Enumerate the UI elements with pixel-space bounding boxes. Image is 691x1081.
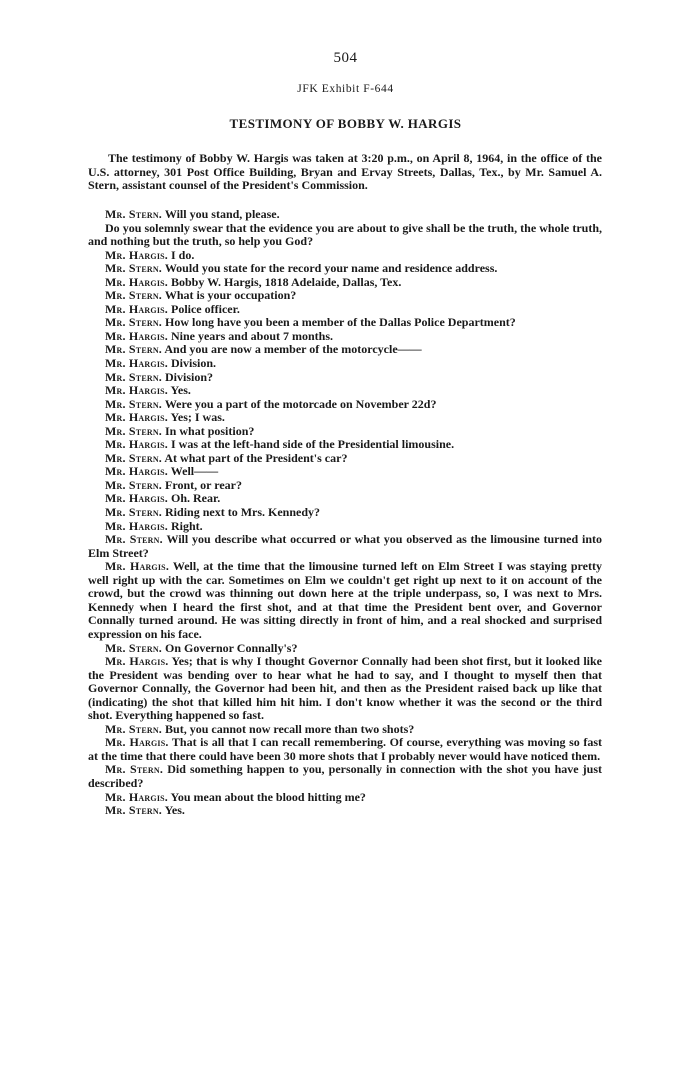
speech-text: Nine years and about 7 months.: [170, 328, 334, 343]
dialogue-turn: [88, 479, 602, 493]
speaker-name: Mr. Hargis.: [105, 437, 168, 452]
speech-text: Will you stand, please.: [164, 207, 280, 221]
dialogue-turn: [88, 452, 602, 466]
speaker-name: Mr. Stern.: [105, 315, 163, 330]
speech-text: Do you solemnly swear that the evidence you are about to give shall be the truth, the whole truth, and nothing but the truth, so help you God?: [88, 220, 602, 249]
dialogue-turn: [88, 655, 602, 723]
speaker-name: Mr. Hargis.: [105, 383, 168, 398]
speech-text: I was at the left-hand side of the Presidential limousine.: [170, 437, 455, 452]
speaker-name: Mr. Stern.: [105, 423, 163, 438]
speaker-name: Mr. Hargis.: [105, 356, 168, 371]
speaker-name: Mr. Stern.: [105, 721, 163, 736]
dialogue-turn: [88, 330, 602, 344]
dialogue-turn: [88, 492, 602, 506]
speech-text: But, you cannot now recall more than two shots?: [165, 721, 415, 736]
dialogue-turn: [88, 425, 602, 439]
speaker-name: Mr. Hargis.: [105, 464, 168, 479]
dialogue-turn: [88, 357, 602, 371]
document-title: TESTIMONY OF BOBBY W. HARGIS: [229, 116, 462, 131]
speaker-name: Mr. Hargis.: [105, 559, 170, 574]
speech-text: That is all that I can recall remembering. Of course, everything was moving so fast at the time that there could have been 30 more shots that I probably never would have noticed them.: [88, 735, 602, 763]
speaker-name: Mr. Stern.: [105, 396, 163, 411]
dialogue-turn: [88, 438, 602, 452]
speech-text: And you are now a member of the motorcycle——: [164, 342, 422, 357]
speaker-name: Mr. Hargis.: [105, 735, 169, 750]
speaker-name: Mr. Stern.: [105, 640, 163, 655]
speech-text: Front, or rear?: [165, 477, 242, 492]
dialogue-turn: [88, 411, 602, 425]
dialogue-turn: [88, 804, 602, 818]
dialogue-turn: [88, 533, 602, 560]
speaker-name: Mr. Hargis.: [105, 654, 169, 669]
speaker-name: Mr. Hargis.: [105, 328, 168, 343]
speaker-name: Mr. Stern.: [105, 762, 164, 777]
speaker-name: Mr. Hargis.: [105, 301, 168, 316]
dialogue-turn: [88, 262, 602, 276]
speech-text: Police officer.: [170, 301, 240, 316]
speaker-name: Mr. Stern.: [105, 261, 163, 276]
speech-text: Riding next to Mrs. Kennedy?: [165, 505, 321, 520]
speaker-name: Mr. Hargis.: [105, 274, 168, 289]
speech-text: Well——: [170, 464, 219, 479]
speaker-name: Mr. Hargis.: [105, 410, 168, 425]
speech-text: In what position?: [165, 423, 255, 438]
speech-text: Yes.: [164, 803, 185, 818]
intro-paragraph: The testimony of Bobby W. Hargis was taken at 3:20 p.m., on April 8, 1964, in the office of the U.S. attorney, 301 Post Office Building, Bryan and Ervay Streets, Dallas, Tex., by Mr. Samuel A. Stern, assistant counsel of the President's Commission.: [88, 151, 602, 193]
speaker-name: Mr. Hargis.: [105, 247, 168, 262]
speech-text: Yes; I was.: [170, 410, 225, 425]
speaker-name: Mr. Stern.: [105, 532, 163, 547]
dialogue-turn: [88, 791, 602, 805]
dialogue-turn: [88, 289, 602, 303]
dialogue-turn: [88, 222, 602, 249]
dialogue-turn: [88, 316, 602, 330]
testimony-dialogue: [88, 208, 602, 818]
dialogue-turn: [88, 384, 602, 398]
dialogue-turn: [88, 276, 602, 290]
dialogue-turn: [88, 736, 602, 763]
speech-text: Division?: [165, 369, 214, 384]
speaker-name: Mr. Stern.: [105, 450, 163, 465]
dialogue-turn: [88, 642, 602, 656]
speech-text: On Governor Connally's?: [165, 640, 298, 655]
dialogue-turn: [88, 723, 602, 737]
speech-text: You mean about the blood hitting me?: [170, 789, 366, 804]
dialogue-turn: [88, 520, 602, 534]
speaker-name: Mr. Stern.: [105, 505, 163, 520]
speaker-name: Mr. Stern.: [105, 803, 163, 818]
speech-text: Were you a part of the motorcade on November 22d?: [164, 396, 437, 411]
dialogue-turn: [88, 303, 602, 317]
dialogue-turn: [88, 371, 602, 385]
speaker-name: Mr. Hargis.: [105, 518, 168, 533]
speech-text: Yes.: [170, 383, 191, 398]
speaker-name: Mr. Stern.: [105, 207, 163, 221]
speech-text: What is your occupation?: [164, 288, 297, 303]
page-number: 504: [333, 50, 358, 66]
speech-text: Oh. Rear.: [170, 491, 221, 506]
dialogue-turn: [88, 560, 602, 641]
speech-text: At what part of the President's car?: [164, 450, 348, 465]
speaker-name: Mr. Stern.: [105, 477, 163, 492]
speaker-name: Mr. Hargis.: [105, 789, 168, 804]
dialogue-turn: [88, 249, 602, 263]
speaker-name: Mr. Stern.: [105, 342, 163, 357]
dialogue-turn: [88, 398, 602, 412]
speech-text: Will you describe what occurred or what you observed as the limousine turned into Elm Street?: [88, 532, 602, 560]
dialogue-turn: [88, 343, 602, 357]
speech-text: How long have you been a member of the Dallas Police Department?: [165, 315, 516, 330]
speech-text: Bobby W. Hargis, 1818 Adelaide, Dallas, Tex.: [170, 274, 402, 289]
speech-text: I do.: [170, 247, 195, 262]
dialogue-turn: [88, 506, 602, 520]
dialogue-turn: [88, 763, 602, 790]
speech-text: Would you state for the record your name and residence address.: [164, 261, 498, 276]
speech-text: Yes; that is why I thought Governor Connally had been shot first, but it looked like the President was bending over to hear what he had to say, and I thought to myself then that Governor Connally, the Governor had been hit, and then as the President raised back up like that (indicating) the shot that killed him hit him. I don't know whether it was the second or the third shot. Everything happened so fast.: [88, 654, 602, 723]
speech-text: Did something happen to you, personally in connection with the shot you have just described?: [88, 762, 602, 790]
speech-text: Division.: [170, 356, 216, 371]
speech-text: Right.: [170, 518, 203, 533]
speaker-name: Mr. Stern.: [105, 288, 163, 303]
speaker-name: Mr. Hargis.: [105, 491, 168, 506]
dialogue-turn: [88, 208, 602, 222]
speaker-name: Mr. Stern.: [105, 369, 163, 384]
exhibit-label: JFK Exhibit F-644: [297, 83, 394, 95]
speech-text: Well, at the time that the limousine turned left on Elm Street I was staying pretty well right up with the car. Sometimes on Elm we couldn't get right up next to it on account of the crowd, but the crowd was thinning out down here at the triple underpass, so, I was next to Mrs. Kennedy when I heard the first shot, and at that time the President bent over, and Governor Connally turned around. He was sitting directly in front of him, and a real shocked and surprised expression on his face.: [88, 559, 602, 641]
dialogue-turn: [88, 465, 602, 479]
